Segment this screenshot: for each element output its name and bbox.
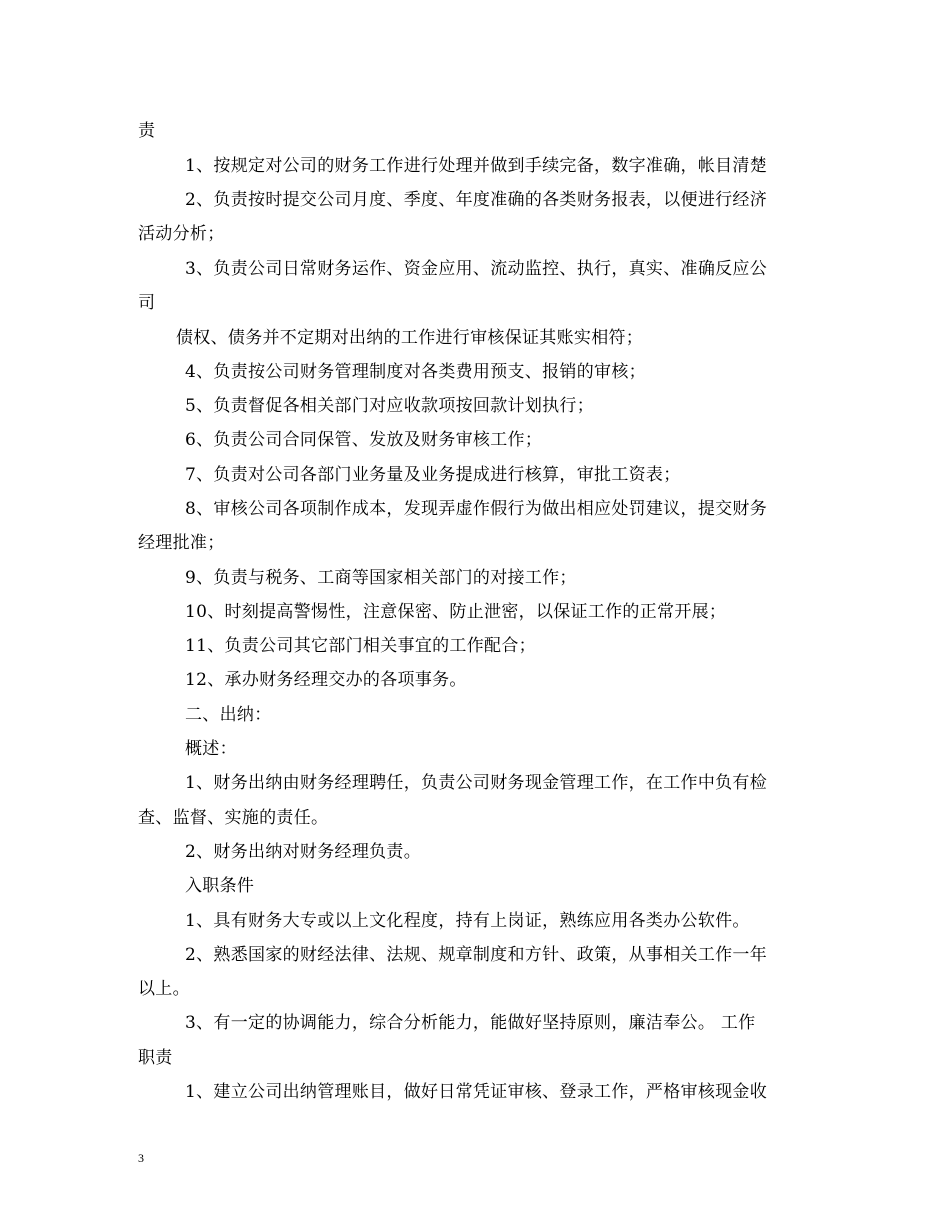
text-line: 1、建立公司出纳管理账目，做好日常凭证审核、登录工作，严格审核现金收 xyxy=(185,1082,768,1102)
text-line: 2、负责按时提交公司月度、季度、年度准确的各类财务报表，以便进行经济 xyxy=(185,190,768,210)
text-line: 1、财务出纳由财务经理聘任，负责公司财务现金管理工作，在工作中负有检 xyxy=(185,773,768,793)
text-line: 债权、债务并不定期对出纳的工作进行审核保证其账实相符； xyxy=(176,328,644,348)
text-line: 3、负责公司日常财务运作、资金应用、流动监控、执行，真实、准确反应公 xyxy=(185,259,768,279)
text-line: 司 xyxy=(138,293,156,313)
text-line: 4、负责按公司财务管理制度对各类费用预支、报销的审核； xyxy=(185,362,646,382)
text-line: 1、具有财务大专或以上文化程度，持有上岗证，熟练应用各类办公软件。 xyxy=(185,911,750,931)
text-line: 2、熟悉国家的财经法律、法规、规章制度和方针、政策，从事相关工作一年 xyxy=(185,945,768,965)
text-line: 5、负责督促各相关部门对应收款项按回款计划执行； xyxy=(185,396,595,416)
text-line: 11、负责公司其它部门相关事宜的工作配合； xyxy=(185,636,536,656)
text-line: 活动分析； xyxy=(138,224,225,244)
text-line: 3、有一定的协调能力，综合分析能力，能做好坚持原则，廉洁奉公。 工作 xyxy=(185,1013,756,1033)
text-line: 职责 xyxy=(138,1048,173,1068)
text-line: 2、财务出纳对财务经理负责。 xyxy=(185,842,422,862)
text-line: 经理批准； xyxy=(138,533,225,553)
text-line: 1、按规定对公司的财务工作进行处理并做到手续完备，数字准确，帐目清楚 xyxy=(185,156,768,176)
text-line: 10、时刻提高警惕性，注意保密、防止泄密，以保证工作的正常开展； xyxy=(185,602,727,622)
subheading: 入职条件 xyxy=(185,876,255,896)
text-line: 8、审核公司各项制作成本，发现弄虚作假行为做出相应处罚建议，提交财务 xyxy=(185,499,768,519)
page-number: 3 xyxy=(138,1151,144,1165)
text-line: 以上。 xyxy=(138,979,190,999)
text-line: 12、承办财务经理交办的各项事务。 xyxy=(185,670,467,690)
text-line: 6、负责公司合同保管、发放及财务审核工作； xyxy=(185,430,543,450)
section-heading: 二、出纳： xyxy=(185,705,272,725)
text-line: 9、负责与税务、工商等国家相关部门的对接工作； xyxy=(185,568,577,588)
subheading: 概述： xyxy=(185,739,237,759)
text-line: 责 xyxy=(138,121,156,141)
text-line: 7、负责对公司各部门业务量及业务提成进行核算，审批工资表； xyxy=(185,465,681,485)
text-line: 查、监督、实施的责任。 xyxy=(138,808,329,828)
